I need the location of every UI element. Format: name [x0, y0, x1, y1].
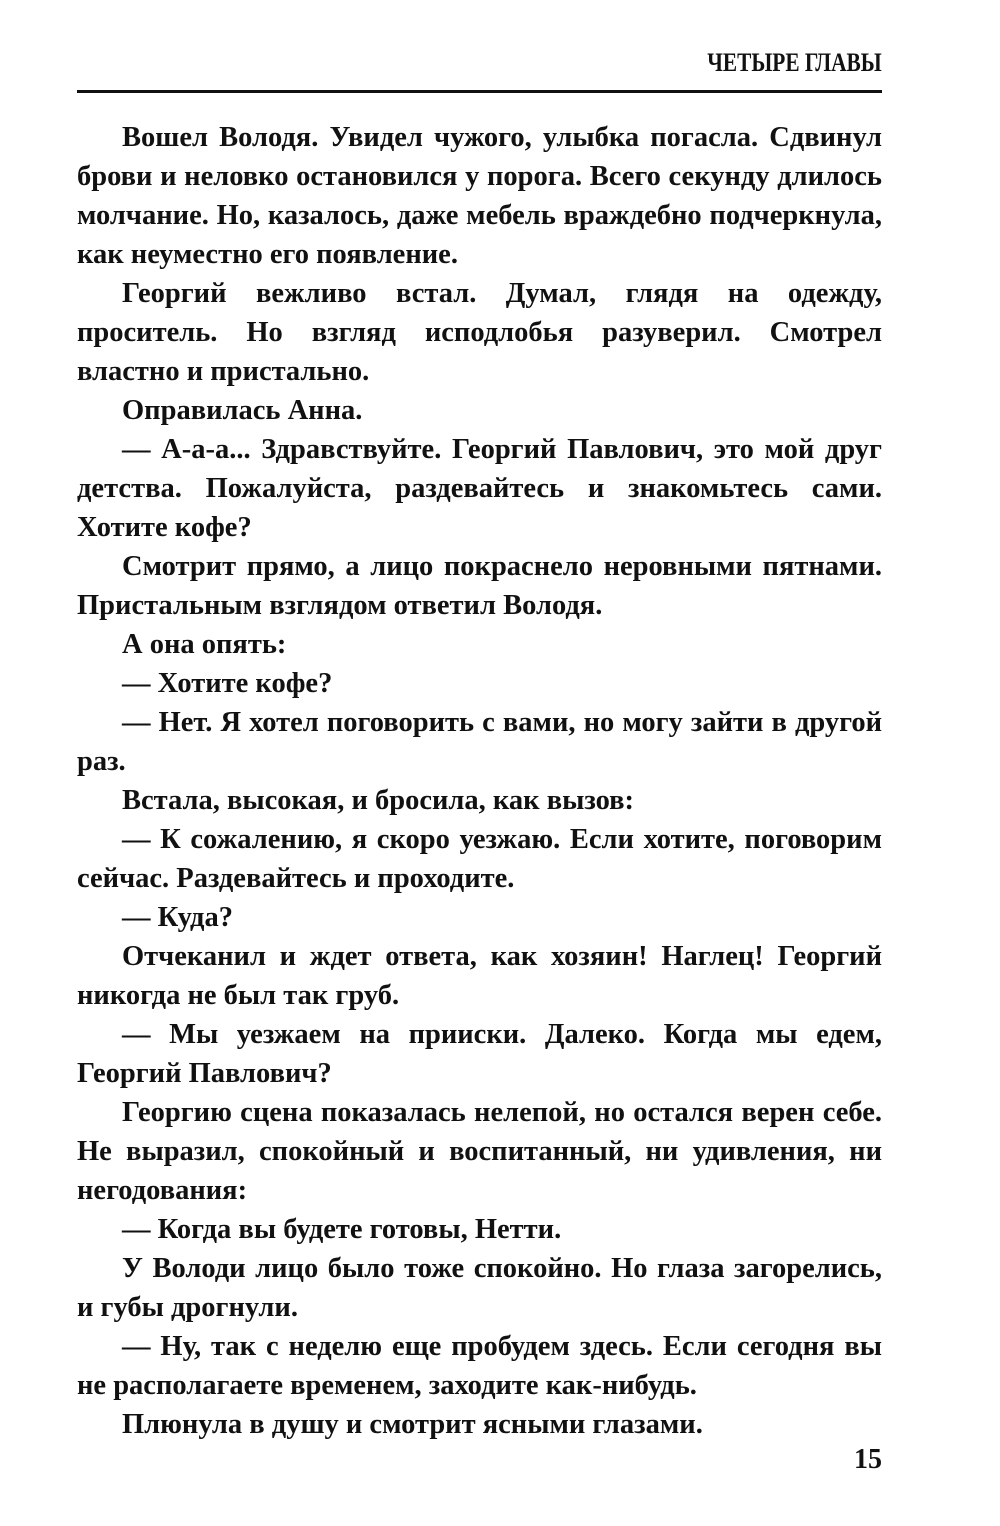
paragraph: — Ну, так с неделю еще пробудем здесь. Если сегодня вы не располагаете временем, заходите как-нибудь.: [77, 1331, 882, 1401]
paragraph: Георгий вежливо встал. Думал, глядя на одежду, проситель. Но взгляд исподлобья разуверил. Смотрел властно и пристально.: [77, 278, 882, 387]
body-text: [77, 118, 882, 1444]
running-head-title: ЧЕТЫРЕ ГЛАВЫ: [707, 48, 882, 77]
paragraph: Встала, высокая, и бросила, как вызов:: [122, 785, 635, 816]
header-rule: [77, 90, 882, 93]
paragraph: Отчеканил и ждет ответа, как хозяин! Наглец! Георгий никогда не был так груб.: [77, 941, 882, 1011]
paragraph: А она опять:: [122, 629, 287, 660]
paragraph: Плюнула в душу и смотрит ясными глазами.: [122, 1409, 703, 1440]
paragraph: — Мы уезжаем на прииски. Далеко. Когда мы едем, Георгий Павлович?: [77, 1019, 882, 1089]
paragraph: — Нет. Я хотел поговорить с вами, но могу зайти в другой раз.: [77, 707, 882, 777]
paragraph: — Хотите кофе?: [122, 668, 333, 699]
paragraph: Оправилась Анна.: [122, 395, 363, 426]
paragraph: — Куда?: [122, 902, 233, 933]
paragraph: — К сожалению, я скоро уезжаю. Если хотите, поговорим сейчас. Раздевайтесь и проходите.: [77, 824, 882, 894]
paragraph: Георгию сцена показалась нелепой, но остался верен себе. Не выразил, спокойный и воспитанный, ни удивления, ни негодования:: [77, 1097, 882, 1206]
paragraph: Вошел Володя. Увидел чужого, улыбка погасла. Сдвинул брови и неловко остановился у порога. Всего секунду длилось молчание. Но, казалось, даже мебель враждебно подчеркнула, как неуместно его появление.: [77, 122, 882, 270]
paragraph: У Володи лицо было тоже спокойно. Но глаза загорелись, и губы дрогнули.: [77, 1253, 882, 1323]
paragraph: — А-а-а... Здравствуйте. Георгий Павлович, это мой друг детства. Пожалуйста, раздевайтесь и знакомьтесь сами. Хотите кофе?: [77, 434, 882, 543]
page-number: 15: [854, 1444, 882, 1475]
paragraph: Смотрит прямо, а лицо покраснело неровными пятнами. Пристальным взглядом ответил Володя.: [77, 551, 882, 621]
paragraph: — Когда вы будете готовы, Нетти.: [122, 1214, 562, 1245]
